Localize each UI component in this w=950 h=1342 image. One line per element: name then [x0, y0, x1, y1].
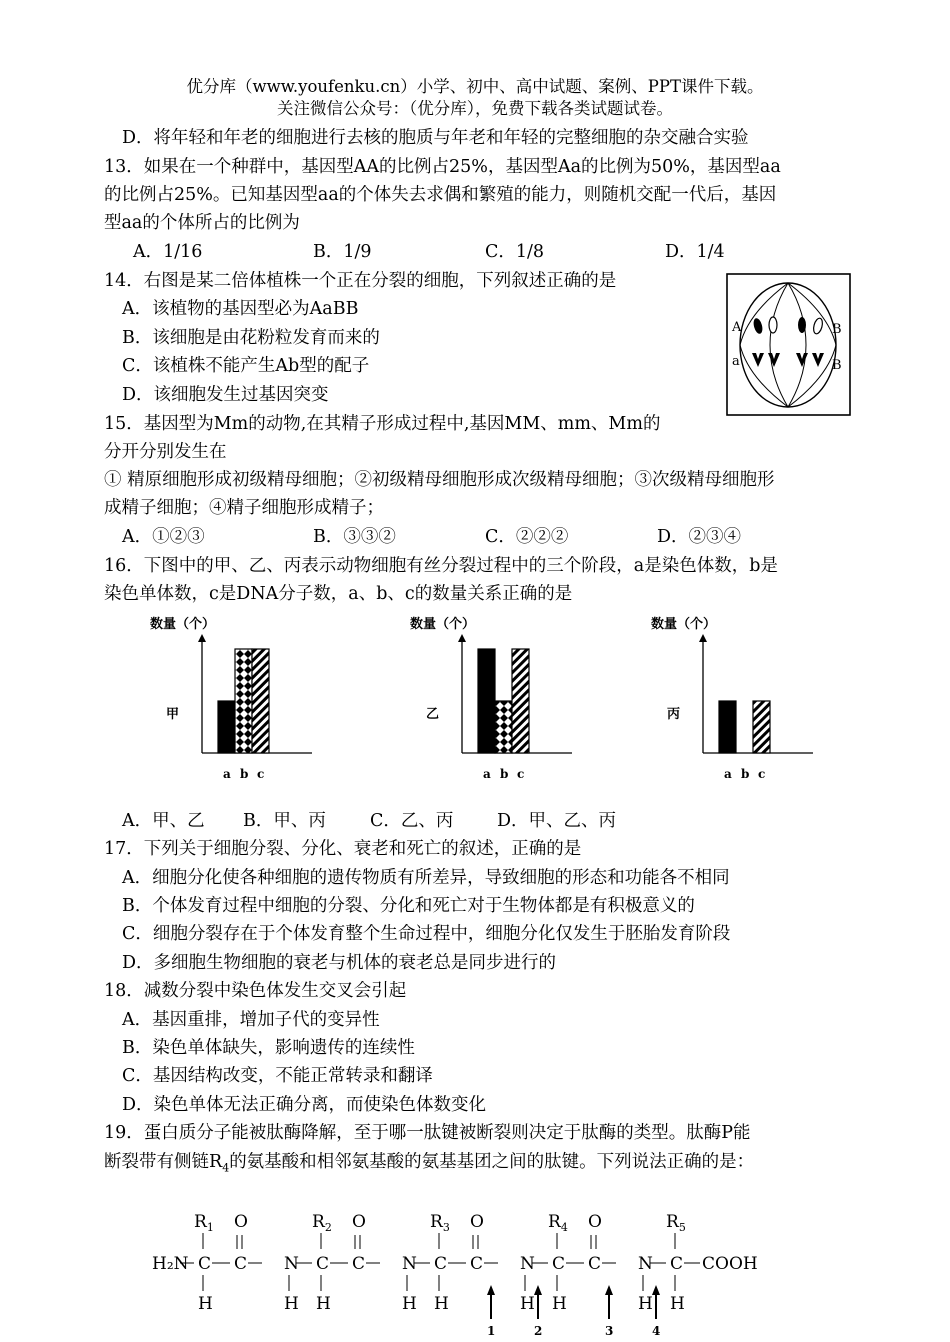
chart-2-ylabel: 数量（个）	[651, 617, 717, 632]
chart-1-tick-a: a	[483, 767, 491, 781]
chart-0-tick-b: b	[240, 767, 249, 781]
q13-option-d: D．1/4	[665, 242, 725, 262]
q13-option-a: A．1/16	[133, 242, 203, 262]
q15-option-a: A．①②③	[122, 527, 205, 547]
cleavage-arrowhead-1	[487, 1285, 495, 1295]
peptide-ch-3: H	[552, 1294, 567, 1314]
q19-stem-1: 19．蛋白质分子能被肽酶降解，至于哪一肽键被断裂则决定于肽酶的类型。肽酶P能	[104, 1123, 751, 1143]
chart-0-tick-a: a	[223, 767, 231, 781]
chart-2-title: 丙	[667, 707, 681, 722]
peptide-ch-4: H	[670, 1294, 685, 1314]
peptide-r-group-4: $R_5$	[666, 1212, 686, 1234]
q18-option-a: A．基因重排，增加子代的变异性	[122, 1010, 380, 1030]
peptide-nh-3: H	[520, 1294, 535, 1314]
chart-0-arrow	[198, 634, 206, 642]
header-line-1: 优分库（www.youfenku.cn）小学、初中、高中试题、案例、PPT课件下载。	[186, 77, 764, 96]
chromosome-group-lower	[752, 353, 824, 367]
peptide-ch-0: H	[198, 1294, 213, 1314]
q13-stem-2: 的比例占25%。已知基因型aa的个体失去求偶和繁殖的能力，则随机交配一代后，基因	[104, 185, 777, 205]
peptide-alpha-c-2: C	[434, 1254, 448, 1274]
q14-option-c: C．该植株不能产生Ab型的配子	[122, 356, 370, 376]
peptide-r-group-0: $R_1$	[194, 1212, 214, 1234]
peptide-alpha-c-4: C	[670, 1254, 684, 1274]
cleavage-label-2: 2	[534, 1324, 543, 1338]
q18-option-d: D．染色单体无法正确分离，而使染色体数变化	[122, 1095, 487, 1115]
chart-0-tick-c: c	[257, 767, 265, 781]
peptide-carbonyl-c-3: C	[588, 1254, 602, 1274]
q15-stem-4: 成精子细胞；④精子细胞形成精子；	[104, 498, 384, 518]
q16-stem-2: 染色单体数，c是DNA分子数，a、b、c的数量关系正确的是	[104, 584, 573, 604]
q15-option-c: C．②②②	[485, 527, 569, 547]
q14-stem: 14．右图是某二倍体植株一个正在分裂的细胞，下列叙述正确的是	[104, 271, 617, 291]
q16-charts	[140, 610, 840, 790]
cleavage-label-1: 1	[487, 1324, 496, 1338]
peptide-o-0: O	[234, 1212, 248, 1232]
q14-option-b: B．该细胞是由花粉粒发育而来的	[122, 328, 380, 348]
peptide-ch-1: H	[316, 1294, 331, 1314]
peptide-carbonyl-c-2: C	[470, 1254, 484, 1274]
q18-option-b: B．染色单体缺失，影响遗传的连续性	[122, 1038, 415, 1058]
q17-option-b: B．个体发育过程中细胞的分裂、分化和死亡对于生物体都是有积极意义的	[122, 896, 695, 916]
q18-stem: 18．减数分裂中染色体发生交叉会引起	[104, 981, 407, 1001]
peptide-o-3: O	[588, 1212, 602, 1232]
peptide-r-group-2: $R_3$	[430, 1212, 450, 1234]
peptide-alpha-c-0: C	[198, 1254, 212, 1274]
q17-option-d: D．多细胞生物细胞的衰老与机体的衰老总是同步进行的	[122, 953, 557, 973]
peptide-n-2: N	[402, 1254, 417, 1274]
peptide-carbonyl-c-0: C	[234, 1254, 248, 1274]
peptide-n-3: N	[520, 1254, 535, 1274]
chart-0-title: 甲	[166, 707, 180, 722]
cleavage-arrowhead-3	[605, 1285, 613, 1295]
chart-2-tick-b: b	[741, 767, 750, 781]
chromosome-group-upper	[752, 317, 824, 335]
q19-stem-2: 断裂带有侧链$R_4$的氨基酸和相邻氨基酸的氨基基团之间的肽键。下列说法正确的是：	[104, 1152, 755, 1175]
q15-stem-1: 15．基因型为Mm的动物,在其精子形成过程中,基因MM、mm、Mm的	[104, 414, 661, 434]
peptide-o-1: O	[352, 1212, 366, 1232]
chart-2-arrow	[699, 634, 707, 642]
gene-label-A: A	[732, 320, 742, 335]
chart-0-bar-a	[218, 701, 235, 753]
chart-1-tick-b: b	[500, 767, 509, 781]
peptide-r-group-1: $R_2$	[312, 1212, 332, 1234]
peptide-c-terminus: COOH	[702, 1254, 758, 1274]
cleavage-label-3: 3	[605, 1324, 614, 1338]
chart-2-bar-a	[719, 701, 736, 753]
cleavage-arrowhead-2	[534, 1285, 542, 1295]
q13-option-c: C．1/8	[485, 242, 545, 262]
q17-stem: 17．下列关于细胞分裂、分化、衰老和死亡的叙述，正确的是	[104, 839, 582, 859]
gene-label-B-upper: B	[832, 322, 842, 337]
q13-stem-1: 13．如果在一个种群中，基因型AA的比例占25%，基因型Aa的比例为50%，基因型aa	[104, 157, 781, 177]
chart-0-bar-b	[235, 649, 252, 753]
gene-label-a: a	[732, 354, 740, 369]
chart-0-ylabel: 数量（个）	[150, 617, 216, 632]
peptide-n-terminus: H₂N	[152, 1254, 189, 1274]
chart-1-arrow	[458, 634, 466, 642]
cleavage-arrowhead-4	[652, 1285, 660, 1295]
peptide-r-group-3: $R_4$	[548, 1212, 568, 1234]
q13-stem-3: 型aa的个体所占的比例为	[104, 213, 300, 233]
peptide-nh-4: H	[638, 1294, 653, 1314]
chart-1-tick-c: c	[517, 767, 525, 781]
peptide-alpha-c-1: C	[316, 1254, 330, 1274]
peptide-alpha-c-3: C	[552, 1254, 566, 1274]
chart-2-bar-c	[753, 701, 770, 753]
q15-option-d: D．②③④	[657, 527, 742, 547]
chart-0-bar-c	[252, 649, 269, 753]
peptide-nh-1: H	[284, 1294, 299, 1314]
peptide-nh-2: H	[402, 1294, 417, 1314]
cell-division-figure	[726, 273, 851, 416]
q15-stem-3: ① 精原细胞形成初级精母细胞；②初级精母细胞形成次级精母细胞；③次级精母细胞形	[104, 470, 775, 490]
peptide-o-2: O	[470, 1212, 484, 1232]
q17-option-c: C．细胞分裂存在于个体发育整个生命过程中，细胞分化仅发生于胚胎发育阶段	[122, 924, 731, 944]
q16-option-a: A．甲、乙	[122, 811, 205, 831]
chart-1-title: 乙	[426, 707, 440, 722]
chart-1-ylabel: 数量（个）	[410, 617, 476, 632]
q12-option-d: D．将年轻和年老的细胞进行去核的胞质与年老和年轻的完整细胞的杂交融合实验	[122, 128, 749, 148]
header-line-2: 关注微信公众号：（优分库），免费下载各类试题试卷。	[277, 99, 673, 118]
cleavage-label-4: 4	[652, 1324, 661, 1338]
q15-option-b: B．③③②	[313, 527, 396, 547]
q15-stem-2: 分开分别发生在	[104, 442, 227, 462]
q17-option-a: A．细胞分化使各种细胞的遗传物质有所差异，导致细胞的形态和功能各不相同	[122, 868, 730, 888]
chart-1-bar-b	[495, 701, 512, 753]
peptide-n-4: N	[638, 1254, 653, 1274]
q16-stem-1: 16．下图中的甲、乙、丙表示动物细胞有丝分裂过程中的三个阶段，a是染色体数，b是	[104, 556, 778, 576]
chart-1-bar-c	[512, 649, 529, 753]
gene-label-B-lower: B	[832, 358, 842, 373]
peptide-ch-2: H	[434, 1294, 449, 1314]
chart-1-bar-a	[478, 649, 495, 753]
chart-2-tick-a: a	[724, 767, 732, 781]
chart-2-tick-c: c	[758, 767, 766, 781]
q14-option-d: D．该细胞发生过基因突变	[122, 385, 329, 405]
q18-option-c: C．基因结构改变，不能正常转录和翻译	[122, 1066, 433, 1086]
peptide-structure-figure	[150, 1205, 800, 1340]
q16-option-d: D．甲、乙、丙	[497, 811, 617, 831]
q13-option-b: B．1/9	[313, 242, 372, 262]
q14-option-a: A．该植物的基因型必为AaBB	[122, 299, 359, 319]
peptide-n-1: N	[284, 1254, 299, 1274]
peptide-carbonyl-c-1: C	[352, 1254, 366, 1274]
q16-option-c: C．乙、丙	[370, 811, 454, 831]
q16-option-b: B．甲、丙	[243, 811, 326, 831]
